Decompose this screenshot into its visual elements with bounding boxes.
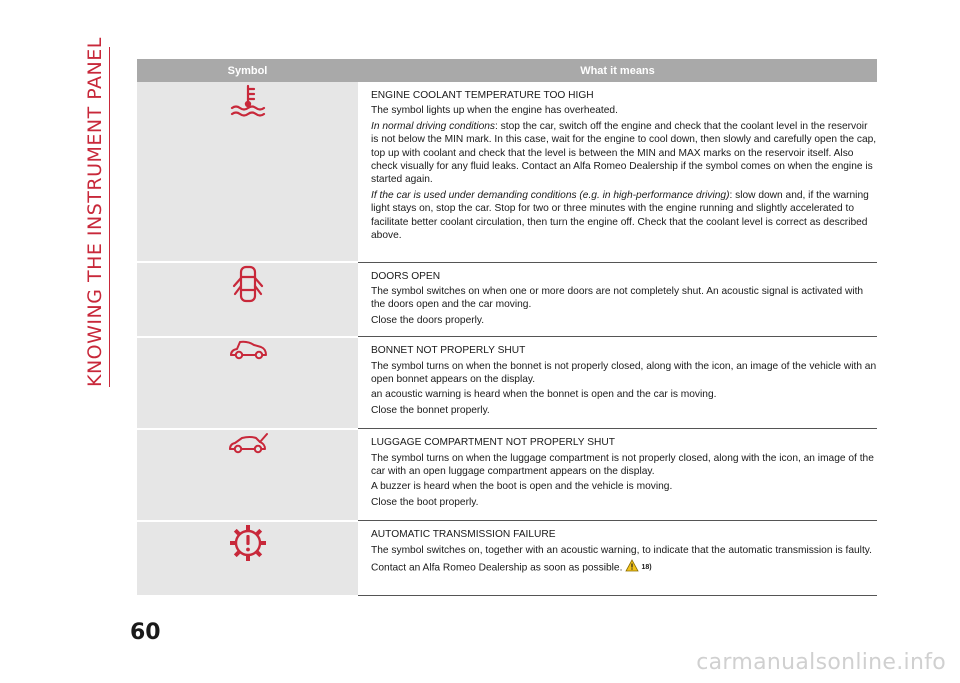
bonnet-open-icon (228, 339, 268, 363)
row-text: Close the doors properly. (371, 314, 485, 326)
transmission-failure-icon (228, 523, 268, 563)
row-title: ENGINE COOLANT TEMPERATURE TOO HIGH (371, 90, 594, 101)
row-text (371, 559, 877, 576)
table-row (137, 82, 877, 262)
doors-open-icon (228, 264, 268, 304)
symbol-cell (137, 337, 358, 429)
footnote-ref: 18) (641, 563, 652, 571)
row-title: LUGGAGE COMPARTMENT NOT PROPERLY SHUT (371, 437, 615, 449)
engine-coolant-temperature-icon (228, 83, 268, 117)
meaning-cell (358, 262, 877, 337)
table-row (137, 337, 877, 429)
row-text: The symbol turns on when the bonnet is not properly closed, along with the icon, an image of the vehicle with an open bonnet appears on the display. (371, 360, 877, 385)
row-text (371, 120, 877, 187)
row-text: The symbol switches on, together with an acoustic warning, to indicate that the automatic transmission is faulty. (371, 544, 872, 556)
symbol-cell (137, 262, 358, 337)
row-text: The symbol turns on when the luggage compartment is not properly closed, along with the icon, an image of the car with an open luggage compartment appears on the display. (371, 452, 874, 477)
watermark: carmanualsonline.info (696, 650, 946, 675)
row-text: The symbol lights up when the engine has overheated. (371, 105, 618, 117)
meaning-cell (358, 337, 877, 429)
row-title: BONNET NOT PROPERLY SHUT (371, 345, 526, 357)
header-symbol: Symbol (137, 59, 358, 82)
row-text: Close the boot properly. (371, 496, 479, 508)
warning-triangle-icon (625, 559, 639, 576)
row-text: an acoustic warning is heard when the bonnet is open and the car is moving. (371, 389, 717, 401)
meaning-cell (358, 82, 877, 262)
row-text (371, 189, 877, 243)
row-italic: In normal driving conditions (371, 120, 496, 132)
symbol-table (137, 59, 877, 597)
row-title: DOORS OPEN (371, 270, 441, 282)
row-text-body: : slow down and, if the warning light stays on, stop the car. Stop for two or three minutes with the engine running and slightly accelerated to facilitate better coolant circulation, then turn the engine off. Check that the coolant level is correct as described above. (371, 189, 869, 242)
luggage-compartment-open-icon (227, 431, 269, 457)
section-title: KNOWING THE INSTRUMENT PANEL (84, 37, 106, 387)
table-row (137, 521, 877, 596)
meaning-cell (358, 521, 877, 596)
table-header (137, 59, 877, 82)
symbol-cell (137, 82, 358, 262)
row-text: Close the bonnet properly. (371, 404, 490, 416)
table-row (137, 429, 877, 521)
row-text: A buzzer is heard when the boot is open and the vehicle is moving. (371, 481, 673, 493)
page-number: 60 (130, 620, 161, 645)
row-title: AUTOMATIC TRANSMISSION FAILURE (371, 529, 556, 541)
row-italic: If the car is used under demanding conditions (e.g. in high-performance driving) (371, 189, 730, 201)
row-text-body: : stop the car, switch off the engine and check that the coolant level in the reservoir is not below the MIN mark. In this case, wait for the engine to cool down, then slowly and carefully open the cap, top up with coolant and check that the level is between the MIN and MAX marks on the reservoir itself. Also check visually for any fluid leaks. Contact an Alfa Romeo Dealership if the symbol comes on when the engine is started again. (371, 120, 877, 186)
row-text-body: Contact an Alfa Romeo Dealership as soon as possible. (371, 562, 623, 574)
table-row (137, 262, 877, 337)
row-text: The symbol switches on when one or more doors are not completely shut. An acoustic signal is activated with the doors open and the car moving. (371, 285, 864, 311)
header-meaning: What it means (358, 59, 877, 82)
symbol-cell (137, 521, 358, 596)
symbol-cell (137, 429, 358, 521)
meaning-cell (358, 429, 877, 521)
